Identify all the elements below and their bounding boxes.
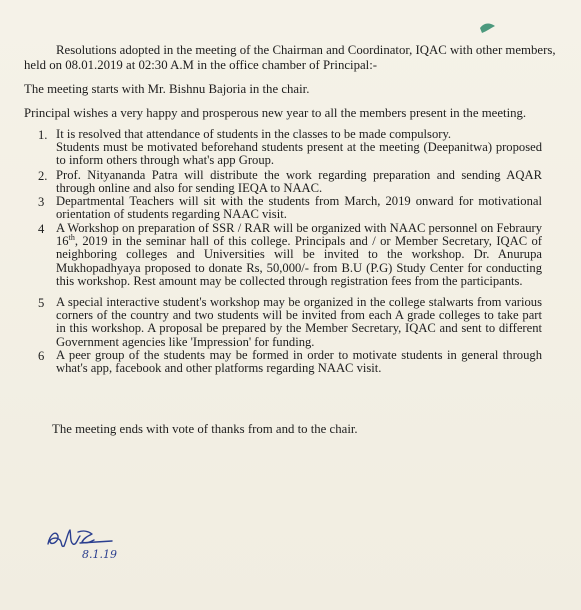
resolution-text-3: Departmental Teachers will sit with the students from March, 2019 onward for motivational orientation of students regarding NAAC visit.: [56, 194, 542, 222]
resolution-text-4-superscript: th: [68, 233, 75, 243]
resolution-text-5: A special interactive student's workshop may be organized in the college stalwarts from various corners of the country and two students will be invited from each A grade colleges to take part in this workshop. A proposal be prepared by the Member Secretary, IQAC and sent to different Government agencies like 'Impression' for funding.: [56, 295, 542, 349]
resolution-text-4-start: A Workshop on preparation of SSR / RAR will be organized with NAAC personnel on Febraury 16: [56, 221, 542, 249]
handwritten-signature: [40, 522, 130, 562]
resolution-text-1: It is resolved that attendance of students in the classes to be made compulsory.: [56, 127, 452, 141]
resolution-number-2: 2.: [38, 169, 48, 183]
resolution-number-4: 4: [38, 222, 45, 236]
resolution-text-1b: Students must be motivated beforehand students present at the meeting (Deepanitwa) proposed to inform others through what's app Group.: [56, 140, 542, 168]
resolution-text-4: [56, 222, 542, 288]
resolution-text-6: A peer group of the students may be formed in order to motivate students in general through what's app, facebook and other platforms regarding NAAC visit.: [56, 348, 542, 376]
greeting-line: Principal wishes a very happy and prosperous new year to all the members present in the meeting.: [24, 106, 527, 120]
resolution-text-4-end: , 2019 in the seminar hall of this college. Principals and / or Member Secretary, IQAC of neighboring colleges and Universities will be invited to the workshop. Dr. Anurupa Mukhopadhyaya proposed to donate Rs, 50,000/- from B.U (P.G) Study Center for conducting this workshop. Rest amount may be collected through registration fees from the participants.: [56, 234, 542, 288]
resolution-number-6: 6: [38, 349, 45, 363]
resolution-number-3: 3: [38, 195, 45, 209]
resolution-text-2: Prof. Nityananda Patra will distribute the work regarding preparation and sending AQAR through online and also for sending IEQA to NAAC.: [56, 168, 542, 196]
signature-date: 8.1.19: [82, 548, 117, 561]
opening-line: The meeting starts with Mr. Bishnu Bajoria in the chair.: [24, 82, 310, 96]
resolution-number-5: 5: [38, 296, 45, 310]
closing-line: The meeting ends with vote of thanks from and to the chair.: [52, 422, 358, 436]
header-line-2: held on 08.01.2019 at 02:30 A.M in the office chamber of Principal:-: [24, 58, 378, 72]
header-line-1: Resolutions adopted in the meeting of the Chairman and Coordinator, IQAC with other members,: [56, 43, 556, 57]
resolution-number-1: 1.: [38, 128, 48, 142]
corner-pen-mark: [478, 20, 498, 36]
